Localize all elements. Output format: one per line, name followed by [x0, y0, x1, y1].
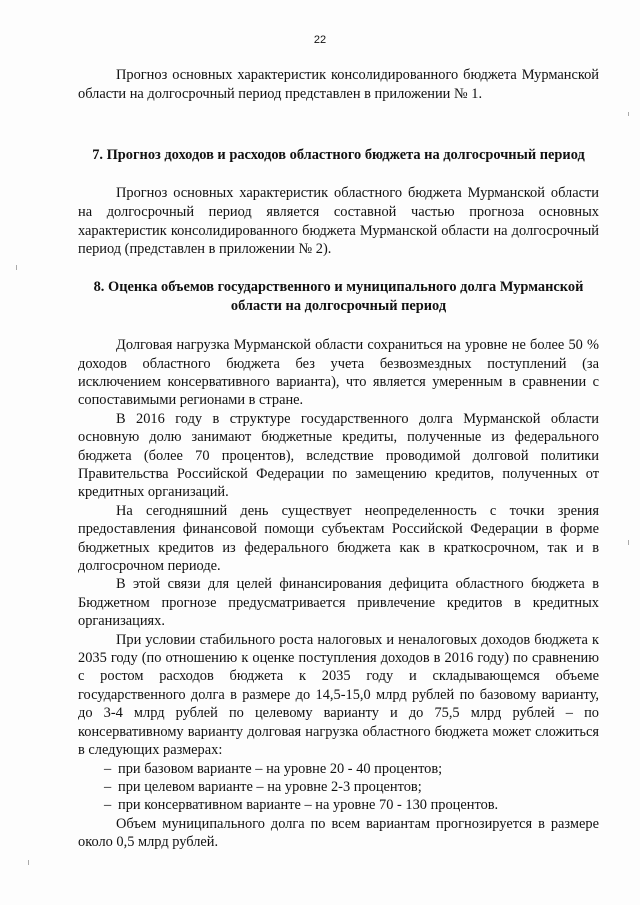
scan-artifact — [28, 860, 29, 865]
dash-marker: – — [104, 778, 112, 795]
intro-paragraph: Прогноз основных характеристик консолидированного бюджета Мурманской области на долгосрочный период представлен в приложении № 1. — [78, 67, 599, 102]
section-7-paragraph: Прогноз основных характеристик областного бюджета Мурманской области на долгосрочный период является составной частью прогноза основных характеристик консолидированного бюджета Мурманской области на долгосрочный период (представлен в приложении № 2). — [78, 184, 599, 258]
debt-load-paragraph: Долговая нагрузка Мурманской области сохраниться на уровне не более 50 % доходов областного бюджета без учета безвозмездных поступлений (за исключением консервативного варианта), что является умеренным в сравнении с сопоставимыми регионами в стране. — [78, 337, 599, 409]
document-body — [78, 66, 599, 852]
scenario-conservative: при консервативном варианте – на уровне 70 - 130 процентов. — [118, 797, 499, 814]
scan-artifact — [16, 265, 17, 270]
section-7-heading: 7. Прогноз доходов и расходов областного бюджета на долгосрочный период — [92, 146, 585, 163]
section-8-body — [78, 336, 599, 851]
page-number: 22 — [313, 34, 327, 46]
financing-paragraph: В этой связи для целей финансирования дефицита областного бюджета в Бюджетном прогнозе предусматривается привлечение кредитов в кредитных организациях. — [78, 576, 599, 630]
dash-marker: – — [104, 760, 112, 777]
debt-structure-paragraph: В 2016 году в структуре государственного долга Мурманской области основную долю занимают бюджетные кредиты, полученные из федерального бюджета (более 70 процентов), вследствие проводимой долговой политики Правительства Российской Федерации по замещению кредитов, полученных от кредитных организаций. — [78, 410, 599, 501]
municipal-debt-paragraph: Объем муниципального долга по всем вариантам прогнозируется в размере около 0,5 млрд рублей. — [78, 815, 599, 851]
dash-marker: – — [104, 797, 112, 814]
list-item — [78, 760, 599, 778]
scenario-target: при целевом варианте – на уровне 2-3 процентов; — [118, 778, 422, 795]
list-item — [78, 796, 599, 814]
uncertainty-paragraph: На сегодняшний день существует неопределенность с точки зрения предоставления финансовой помощи субъектам Российской Федерации в форме бюджетных кредитов из федерального бюджета как в краткосрочном, так и в долгосрочном периоде. — [78, 502, 599, 575]
scenario-base: при базовом варианте – на уровне 20 - 40 процентов; — [118, 760, 443, 777]
scenario-list — [78, 760, 599, 815]
scan-artifact — [628, 540, 629, 545]
section-8-heading: 8. Оценка объемов государственного и муниципального долга Мурманской области на долгосрочный период — [93, 279, 584, 315]
list-item — [78, 778, 599, 796]
forecast-conditions-paragraph: При условии стабильного роста налоговых и неналоговых доходов бюджета к 2035 году (по отношению к оценке поступления доходов в 2016 году) по сравнению с ростом расходов бюджета к 2035 году и складывающемся объеме государственного долга в размере до 14,5-15,0 млрд рублей по базовому варианту, до 3-4 млрд рублей по целевому варианту и до 75,5 млрд рублей – по консервативному варианту долговая нагрузка областного бюджета может сложиться в следующих размерах: — [78, 631, 599, 759]
scan-artifact — [628, 112, 629, 116]
